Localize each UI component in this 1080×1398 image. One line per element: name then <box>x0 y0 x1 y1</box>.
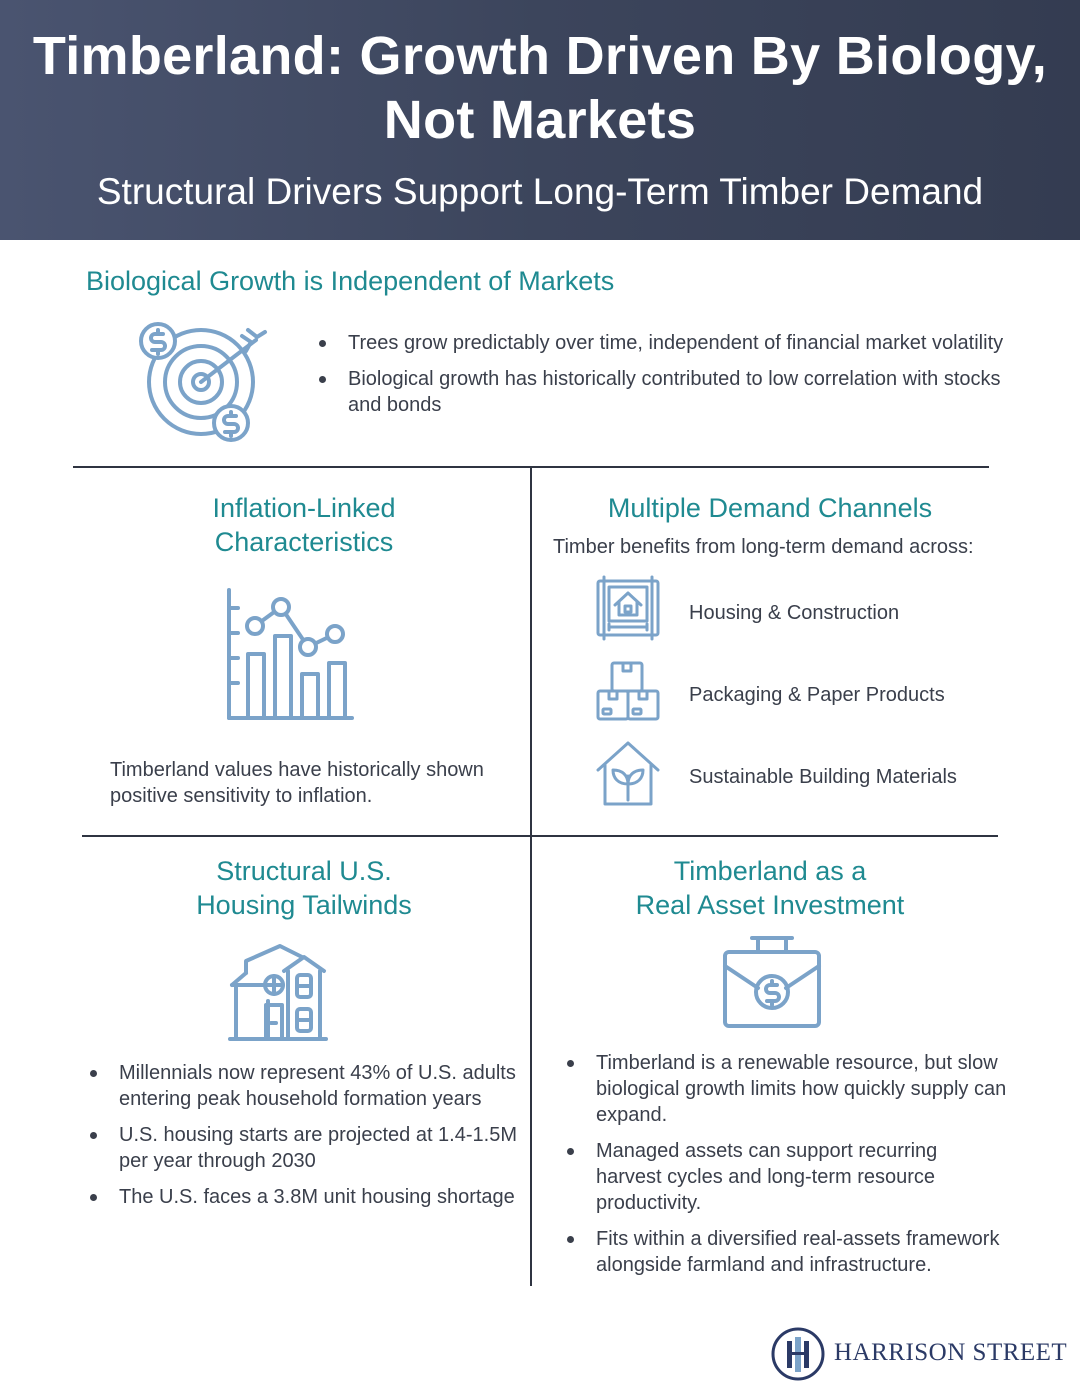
list-item: The U.S. faces a 3.8M unit housing shortage <box>85 1184 525 1210</box>
list-item: Timberland is a renewable resource, but slow biological growth limits how quickly supply can expand. <box>562 1050 1007 1128</box>
logo-wordmark: HARRISON STREET <box>834 1339 1068 1366</box>
realasset-title-line1: Timberland as a <box>673 856 867 886</box>
channel-label-packaging: Packaging & Paper Products <box>689 684 945 706</box>
inflation-text: Timberland values have historically shown positive sensitivity to inflation. <box>110 759 484 807</box>
list-item: Managed assets can support recurring harvest cycles and long-term resource productivity. <box>562 1138 1007 1216</box>
divider-middle <box>82 835 998 837</box>
channel-label-sustainable: Sustainable Building Materials <box>689 766 957 788</box>
demand-title: Multiple Demand Channels <box>607 493 933 523</box>
target-dollar-icon <box>138 320 273 445</box>
briefcase-dollar-icon <box>722 932 822 1030</box>
realasset-bullets <box>562 1050 1007 1288</box>
realasset-title-line2: Real Asset Investment <box>635 890 905 920</box>
demand-intro: Timber benefits from long-term demand across: <box>553 536 974 558</box>
inflation-title-line1: Inflation-Linked <box>212 493 396 523</box>
page-header <box>0 0 1080 240</box>
page-subtitle: Structural Drivers Support Long-Term Timber Demand <box>96 171 984 212</box>
page-title: Timberland: Growth Driven By Biology, Not Markets <box>32 26 1048 150</box>
list-item: U.S. housing starts are projected at 1.4-1.5M per year through 2030 <box>85 1122 525 1174</box>
blueprint-house-icon <box>595 575 661 641</box>
housing-title-line1: Structural U.S. <box>216 856 392 886</box>
housing-bullets <box>85 1060 525 1220</box>
buildings-icon <box>228 943 330 1043</box>
realasset-title <box>532 854 1008 922</box>
list-item: Fits within a diversified real-assets framework alongside farmland and infrastructure. <box>562 1226 1007 1278</box>
bar-line-chart-icon <box>218 588 358 723</box>
channel-label-housing: Housing & Construction <box>689 602 900 624</box>
list-item: Trees grow predictably over time, independent of financial market volatility <box>314 330 1004 356</box>
stacked-boxes-icon <box>595 660 661 724</box>
inflation-title-line2: Characteristics <box>214 527 394 557</box>
harrison-street-logo-icon <box>770 1326 826 1382</box>
inflation-title <box>80 491 528 559</box>
biological-bullets <box>314 330 1004 428</box>
list-item: Biological growth has historically contributed to low correlation with stocks and bonds <box>314 366 1004 418</box>
housing-title-line2: Housing Tailwinds <box>196 890 412 920</box>
biological-title: Biological Growth is Independent of Markets <box>86 266 615 296</box>
list-item: Millennials now represent 43% of U.S. adults entering peak household formation years <box>85 1060 525 1112</box>
housing-title <box>80 854 528 922</box>
house-sprout-icon <box>595 740 661 808</box>
harrison-street-logo <box>770 1326 1070 1382</box>
